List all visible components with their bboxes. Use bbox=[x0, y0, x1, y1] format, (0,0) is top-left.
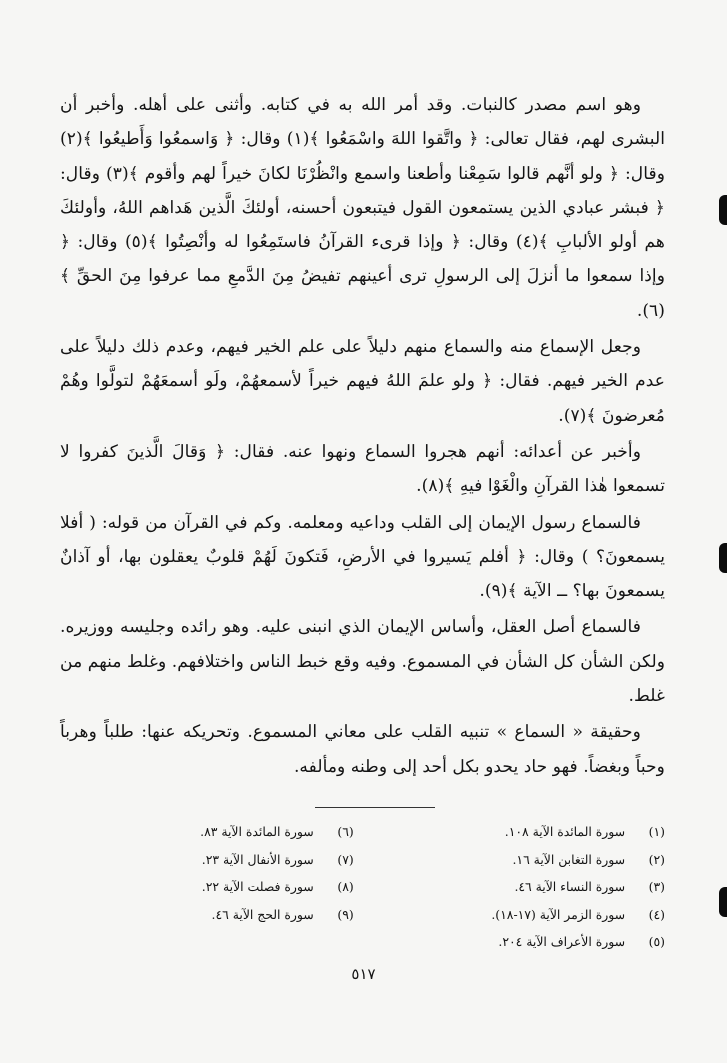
footnote-text: سورة الحج الآية ٤٦. bbox=[211, 906, 314, 922]
footnote-number: (٩) bbox=[337, 906, 354, 922]
footnotes-left-column bbox=[60, 818, 354, 956]
footnote-item bbox=[354, 873, 665, 901]
footnote-divider bbox=[315, 807, 435, 808]
paragraph: وأخبر عن أعدائه: أنهم هجروا السماع ونهوا عنه. فقال: ﴿ وَقالَ الَّذينَ كفروا لا تسمعوا هٰذا القرآنِ والْغَوْا فيهِ ﴾(٨). bbox=[60, 441, 665, 497]
footnote-item bbox=[354, 846, 665, 874]
footnote-text: سورة النساء الآية ٤٦. bbox=[514, 879, 625, 895]
footnote-item bbox=[60, 873, 354, 901]
footnote-number: (٥) bbox=[648, 934, 665, 950]
footnote-text: سورة فصلت الآية ٢٢. bbox=[201, 879, 314, 895]
footnote-item bbox=[354, 901, 665, 929]
footnote-text: سورة المائدة الآية ١٠٨. bbox=[504, 824, 625, 839]
footnotes bbox=[60, 818, 665, 956]
footnote-item bbox=[354, 818, 665, 846]
footnote-text: سورة الزمر الآية (١٧-١٨). bbox=[491, 906, 625, 922]
footnote-number: (٣) bbox=[648, 879, 665, 895]
paragraph: فالسماع أصل العقل، وأساس الإيمان الذي انبنى عليه. وهو رائده وجليسه ووزيره. ولكن الشأن كل الشأن في المسموع. وفيه وقع خبط الناس واختلافهم. وغلط منهم من غلط. bbox=[60, 617, 665, 707]
footnotes-right-column bbox=[354, 818, 665, 956]
footnote-text: سورة التغابن الآية ١٦. bbox=[512, 851, 625, 867]
paragraph: وحقيقة « السماع » تنبيه القلب على معاني المسموع. وتحريكه عنها: طلباً وهرباً وحباً وبغضاً. فهو حاد يحدو بكل أحد إلى وطنه ومألفه. bbox=[60, 722, 665, 777]
footnote-text: سورة المائدة الآية ٨٣. bbox=[200, 824, 314, 839]
footnote-number: (٤) bbox=[648, 906, 665, 922]
footnote-number: (٦) bbox=[337, 824, 354, 839]
footnote-number: (٧) bbox=[337, 851, 354, 867]
footnote-number: (٢) bbox=[648, 851, 665, 867]
paragraph: فالسماع رسول الإيمان إلى القلب وداعيه ومعلمه. وكم في القرآن من قوله: ( أفلا يسمعونَ؟ ) وقال: ﴿ أفلم يَسيروا في الأرضِ، فَتكونَ لَهُمْ قلوبٌ يعقلون بها، أو آذانٌ يسمعونَ بها؟ ــ الآية ﴾(٩). bbox=[60, 512, 665, 602]
footnote-number: (٨) bbox=[337, 879, 354, 895]
footnote-text: سورة الأنفال الآية ٢٣. bbox=[201, 851, 314, 867]
footnote-item bbox=[60, 818, 354, 846]
page-number: ٥١٧ bbox=[351, 965, 376, 983]
footnote-item bbox=[354, 928, 665, 956]
footnote-item bbox=[60, 901, 354, 929]
footnote-number: (١) bbox=[648, 824, 665, 839]
page-edge-mark bbox=[719, 543, 727, 573]
paragraph: وجعل الإسماع منه والسماع منهم دليلاً على علم الخير فيهم، وعدم ذلك دليلاً على عدم الخير فيهم. فقال: ﴿ ولو علمَ اللهُ فيهم خيراً لأسمعهُمْ، ولَو أسمعَهُمْ لتولَّوا وهُمْ مُعرضونَ ﴾(٧). bbox=[60, 337, 665, 426]
footnote-item bbox=[60, 846, 354, 874]
main-text bbox=[60, 88, 665, 784]
paragraph: وهو اسم مصدر كالنبات. وقد أمر الله به في كتابه. وأثنى على أهله. وأخبر أن البشرى لهم، فقال تعالى: ﴿ واتَّقوا اللهَ واسْمَعُوا ﴾(١) وقال: ﴿ وَاسمعُوا وَأَطيعُوا ﴾(٢) وقال: ﴿ ولو أنَّهم قالوا سَمِعْنا وأطعنا واسمع وانْظُرْنَا لكانَ خيراً لهم وأقوم ﴾(٣) وقال: ﴿ فبشر عبادي الذين يستمعون القول فيتبعون أحسنه، أولئكَ الَّذين هَداهم اللهُ، وأولئكَ هم أولو الألبابِ ﴾(٤) وقال: ﴿ وإذا قرىء القرآنُ فاستَمِعُوا له وأنْصِتُوا ﴾(٥) وقال: ﴿ وإذا سمعوا ما أنزلَ إلى الرسولِ ترى أعينهم تفيضُ مِنَ الدَّمعِ مما عرفوا مِنَ الحقِّ ﴾(٦). bbox=[60, 95, 665, 321]
footnote-text: سورة الأعراف الآية ٢٠٤. bbox=[498, 934, 625, 950]
page-edge-mark bbox=[719, 887, 727, 917]
page-edge-mark bbox=[719, 195, 727, 225]
